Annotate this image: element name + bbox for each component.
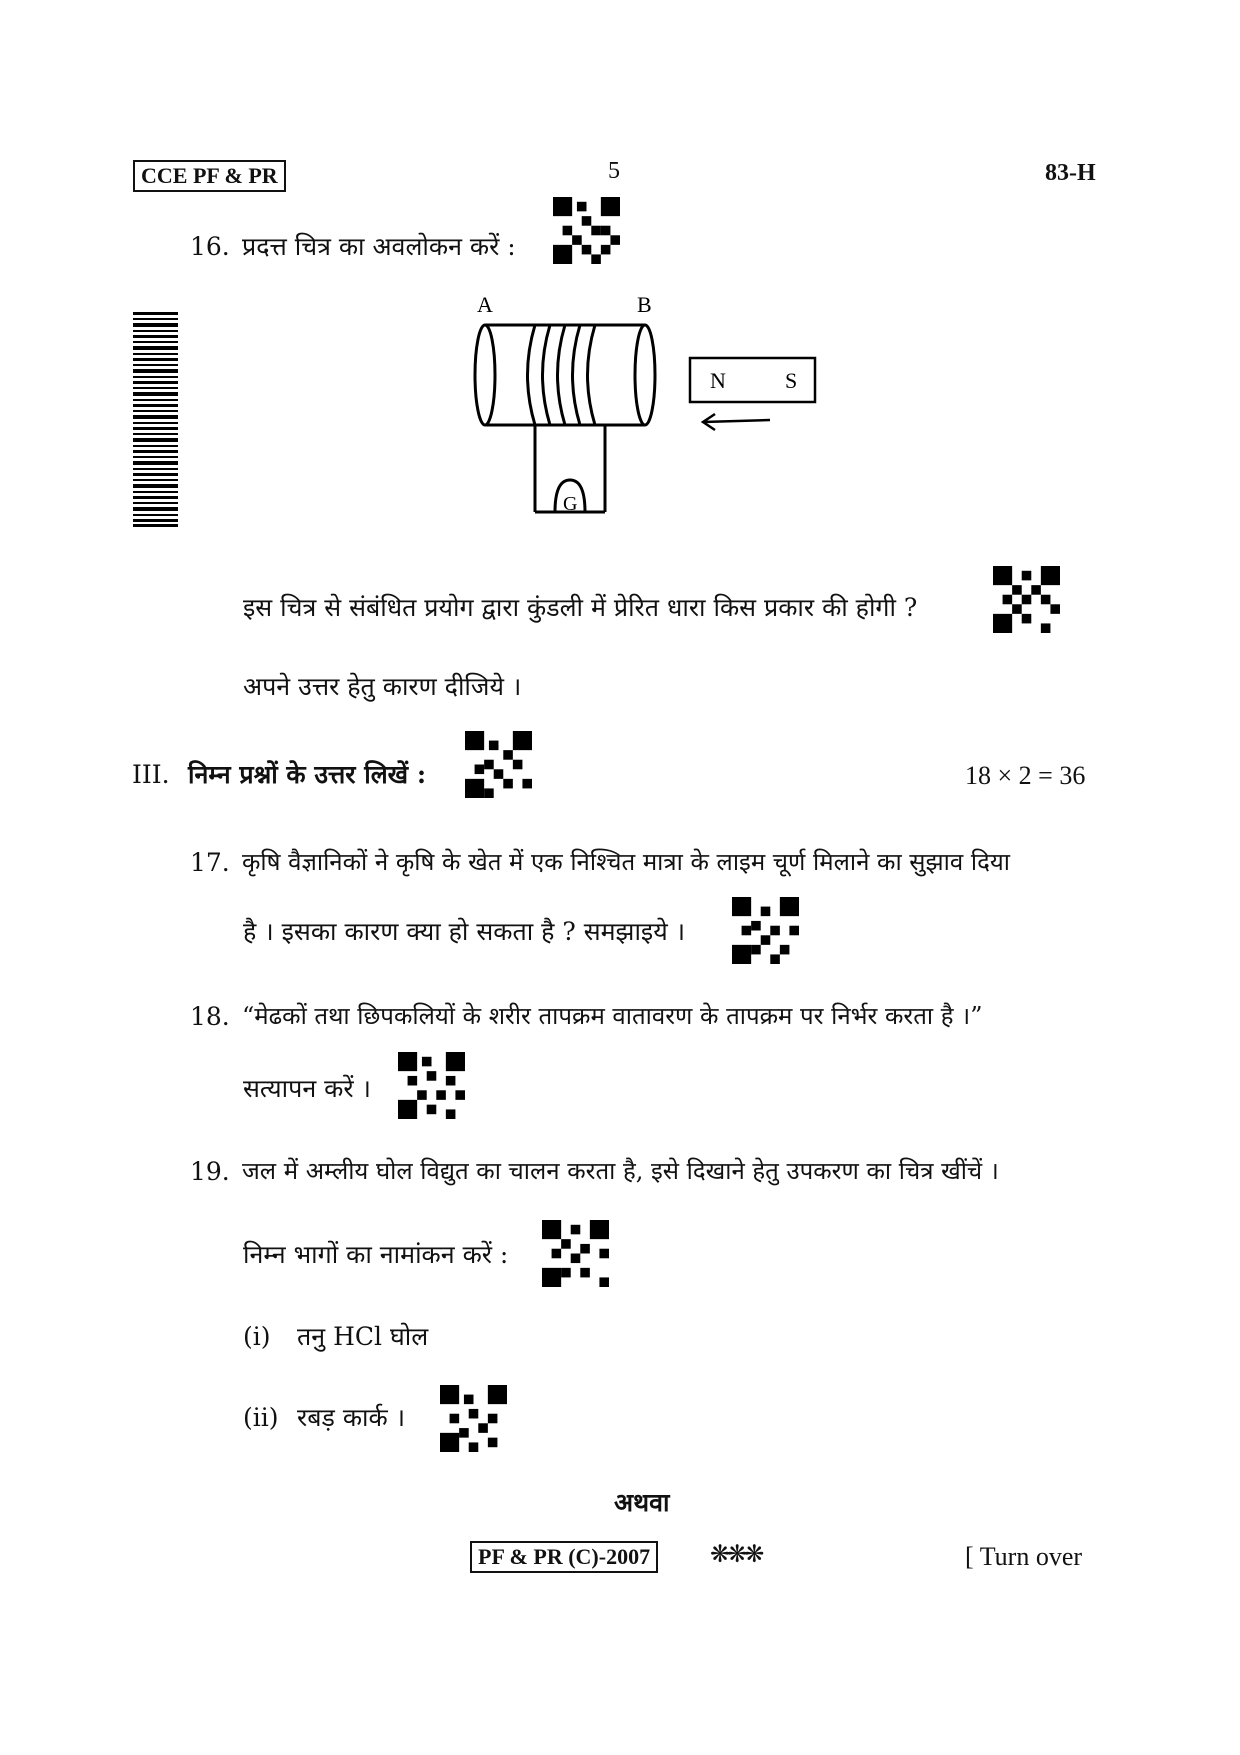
q19-line2: निम्न भागों का नामांकन करें : (243, 1240, 509, 1269)
q16-number: 16. (190, 232, 230, 261)
label-a: A (477, 292, 493, 317)
magnet-label-n: N (710, 368, 726, 393)
q19-part2: रबड़ कार्क । (297, 1403, 406, 1432)
header-paper-code: CCE PF & PR (133, 160, 286, 192)
q19-part2-number: (ii) (243, 1403, 279, 1432)
qr-code-icon (398, 1052, 465, 1119)
q18-line1: “मेढकों तथा छिपकलियों के शरीर तापक्रम वातावरण के तापक्रम पर निर्भर करता है ।” (242, 1002, 983, 1030)
or-divider: अथवा (614, 1488, 670, 1517)
ornament-icon: ❋❋❋ (710, 1540, 762, 1568)
qr-code-icon (542, 1220, 609, 1287)
qr-code-icon (553, 197, 620, 264)
q17-line1: कृषि वैज्ञानिकों ने कृषि के खेत में एक निश्चित मात्रा के लाइम चूर्ण मिलाने का सुझाव दिया (242, 848, 1010, 876)
section-title: निम्न प्रश्नों के उत्तर लिखें : (188, 760, 427, 789)
section-marks: 18 × 2 = 36 (965, 761, 1086, 790)
qr-code-icon (732, 897, 799, 964)
coil-magnet-diagram (465, 290, 825, 534)
barcode-icon (133, 312, 178, 531)
section-roman: III. (132, 760, 170, 789)
q19-part1: तनु HCl घोल (297, 1322, 429, 1351)
q17-line2: है । इसका कारण क्या हो सकता है ? समझाइये । (243, 917, 686, 946)
q16-intro: प्रदत्त चित्र का अवलोकन करें : (242, 232, 516, 261)
page-number: 5 (608, 158, 620, 184)
q19-number: 19. (190, 1157, 230, 1186)
qr-code-icon (440, 1385, 507, 1452)
label-b: B (637, 292, 652, 317)
q17-number: 17. (190, 848, 230, 877)
q18-number: 18. (190, 1002, 230, 1031)
galvanometer-label: G (563, 493, 578, 515)
qr-code-icon (465, 731, 532, 798)
q18-line2: सत्यापन करें । (243, 1074, 371, 1103)
question-paper-code: 83-H (1045, 160, 1096, 186)
q16-question: इस चित्र से संबंधित प्रयोग द्वारा कुंडली में प्रेरित धारा किस प्रकार की होगी ? (243, 593, 918, 622)
turn-over-note: [ Turn over (965, 1542, 1083, 1571)
footer-paper-code: PF & PR (C)-2007 (470, 1541, 658, 1573)
q19-line1: जल में अम्लीय घोल विद्युत का चालन करता है, इसे दिखाने हेतु उपकरण का चित्र खींचें । (242, 1157, 999, 1185)
q16-reason: अपने उत्तर हेतु कारण दीजिये । (243, 672, 522, 701)
q19-part1-number: (i) (243, 1322, 271, 1351)
magnet-label-s: S (785, 368, 798, 393)
qr-code-icon (993, 566, 1060, 633)
